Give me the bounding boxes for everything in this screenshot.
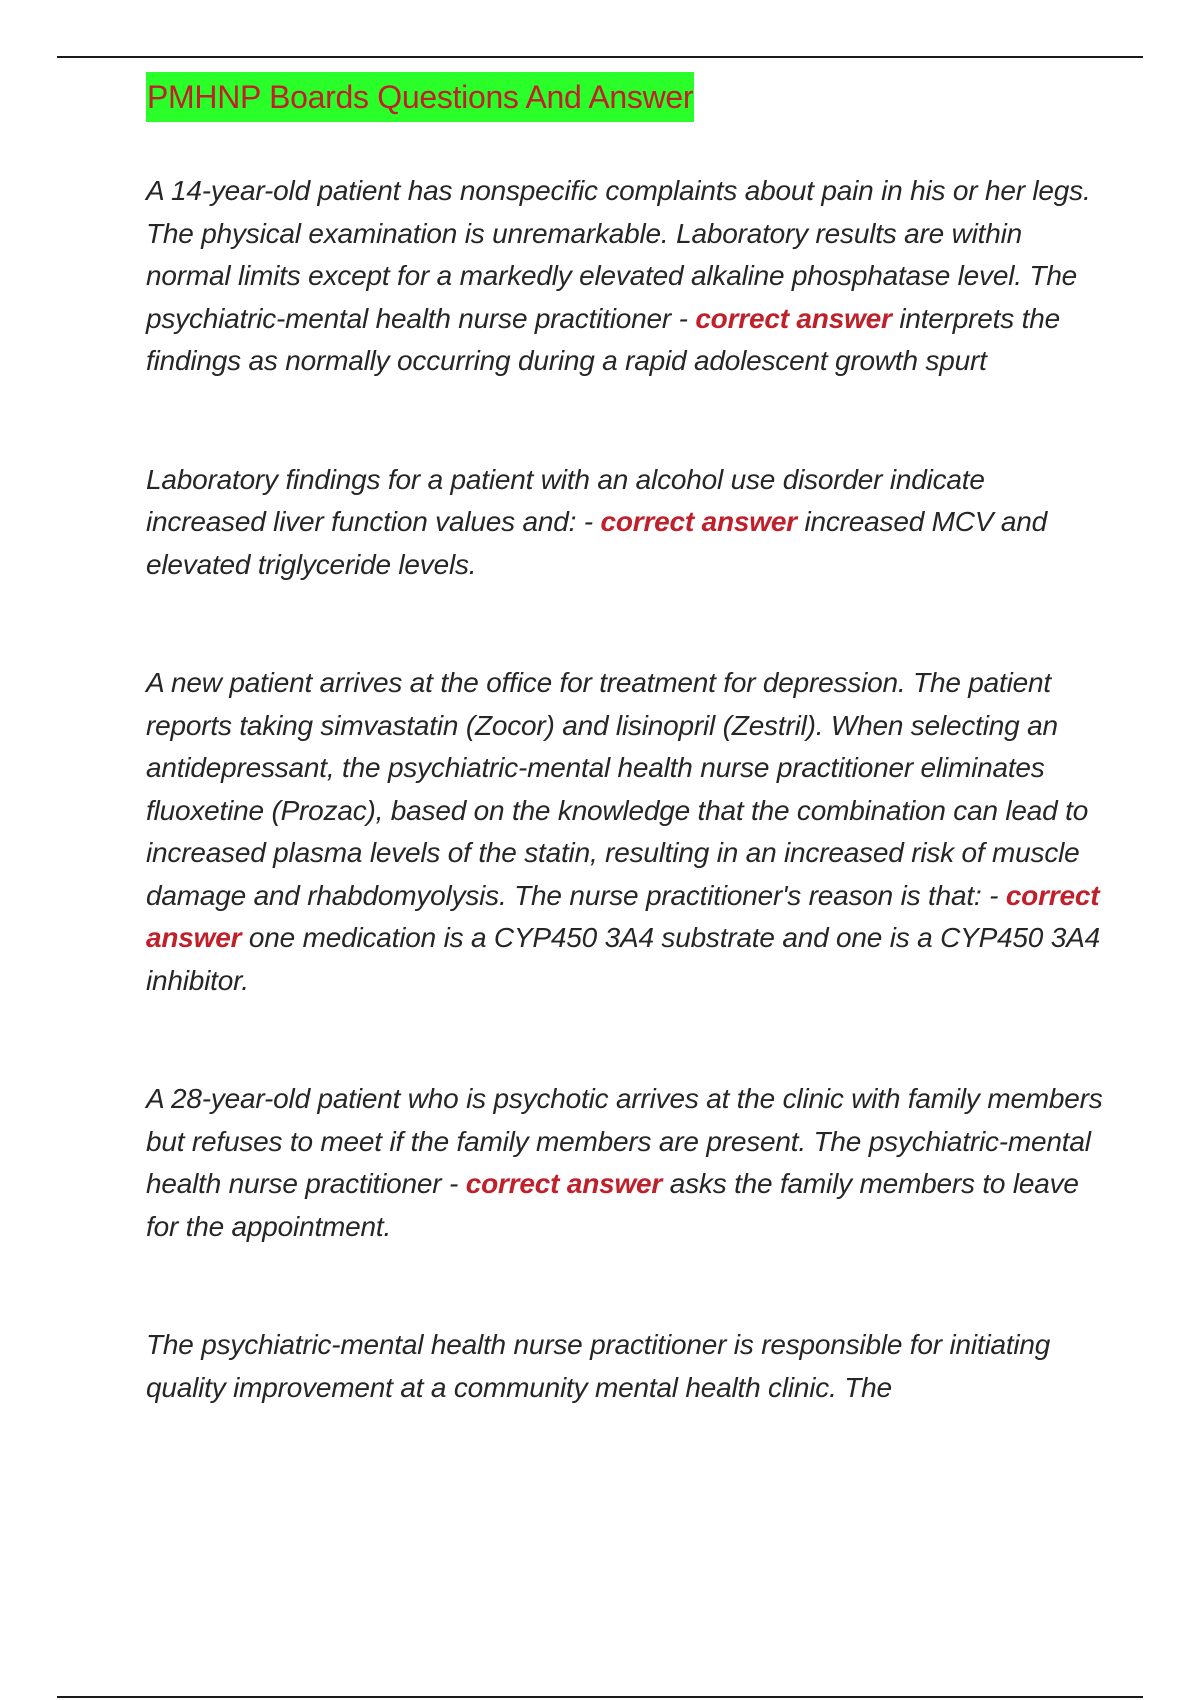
qa-item-1 [146,170,1106,383]
question-text: Laboratory findings for a patient with an alcohol use disorder indicate increased liver function values and: - [146,463,985,537]
answer-text: interprets the findings as normally occurring during a rapid adolescent growth spurt [146,302,1060,376]
qa-list [146,170,1106,1409]
qa-item-2 [146,459,1106,587]
document-page [146,72,1106,1485]
answer-text: one medication is a CYP450 3A4 substrate and one is a CYP450 3A4 inhibitor. [146,922,1100,996]
question-text: A 14-year-old patient has nonspecific complaints about pain in his or her legs. The physical examination is unremarkable. Laboratory results are within normal limits except for a markedly elevated alkaline phosphatase level. The psychiatric-mental health nurse practitioner - [146,175,1091,334]
correct-answer-label: correct answer [146,879,1100,953]
top-rule [57,56,1143,58]
correct-answer-label: correct answer [465,1168,663,1199]
question-text: A new patient arrives at the office for treatment for depression. The patient reports taking simvastatin (Zocor) and lisinopril (Zestril). When selecting an antidepressant, the psychiatric-mental health nurse practitioner eliminates fluoxetine (Prozac), based on the knowledge that the combination can lead to increased plasma levels of the statin, resulting in an increased risk of muscle damage and rhabdomyolysis. The nurse practitioner's reason is that: - [146,667,1089,911]
question-text: A 28-year-old patient who is psychotic arrives at the clinic with family members but refuses to meet if the family members are present. The psychiatric-mental health nurse practitioner - [146,1083,1103,1199]
qa-item-4 [146,1078,1106,1248]
correct-answer-label: correct answer [695,302,892,334]
qa-item-5 [146,1324,1106,1409]
qa-item-3 [146,662,1106,1002]
bottom-rule [57,1696,1143,1698]
correct-answer-label: correct answer [600,506,797,537]
answer-text: increased MCV and elevated triglyceride levels. [146,506,1047,580]
question-text: The psychiatric-mental health nurse practitioner is responsible for initiating quality improvement at a community mental health clinic. The [146,1329,1051,1403]
document-title: PMHNP Boards Questions And Answer [146,72,694,122]
answer-text: asks the family members to leave for the appointment. [146,1168,1079,1242]
